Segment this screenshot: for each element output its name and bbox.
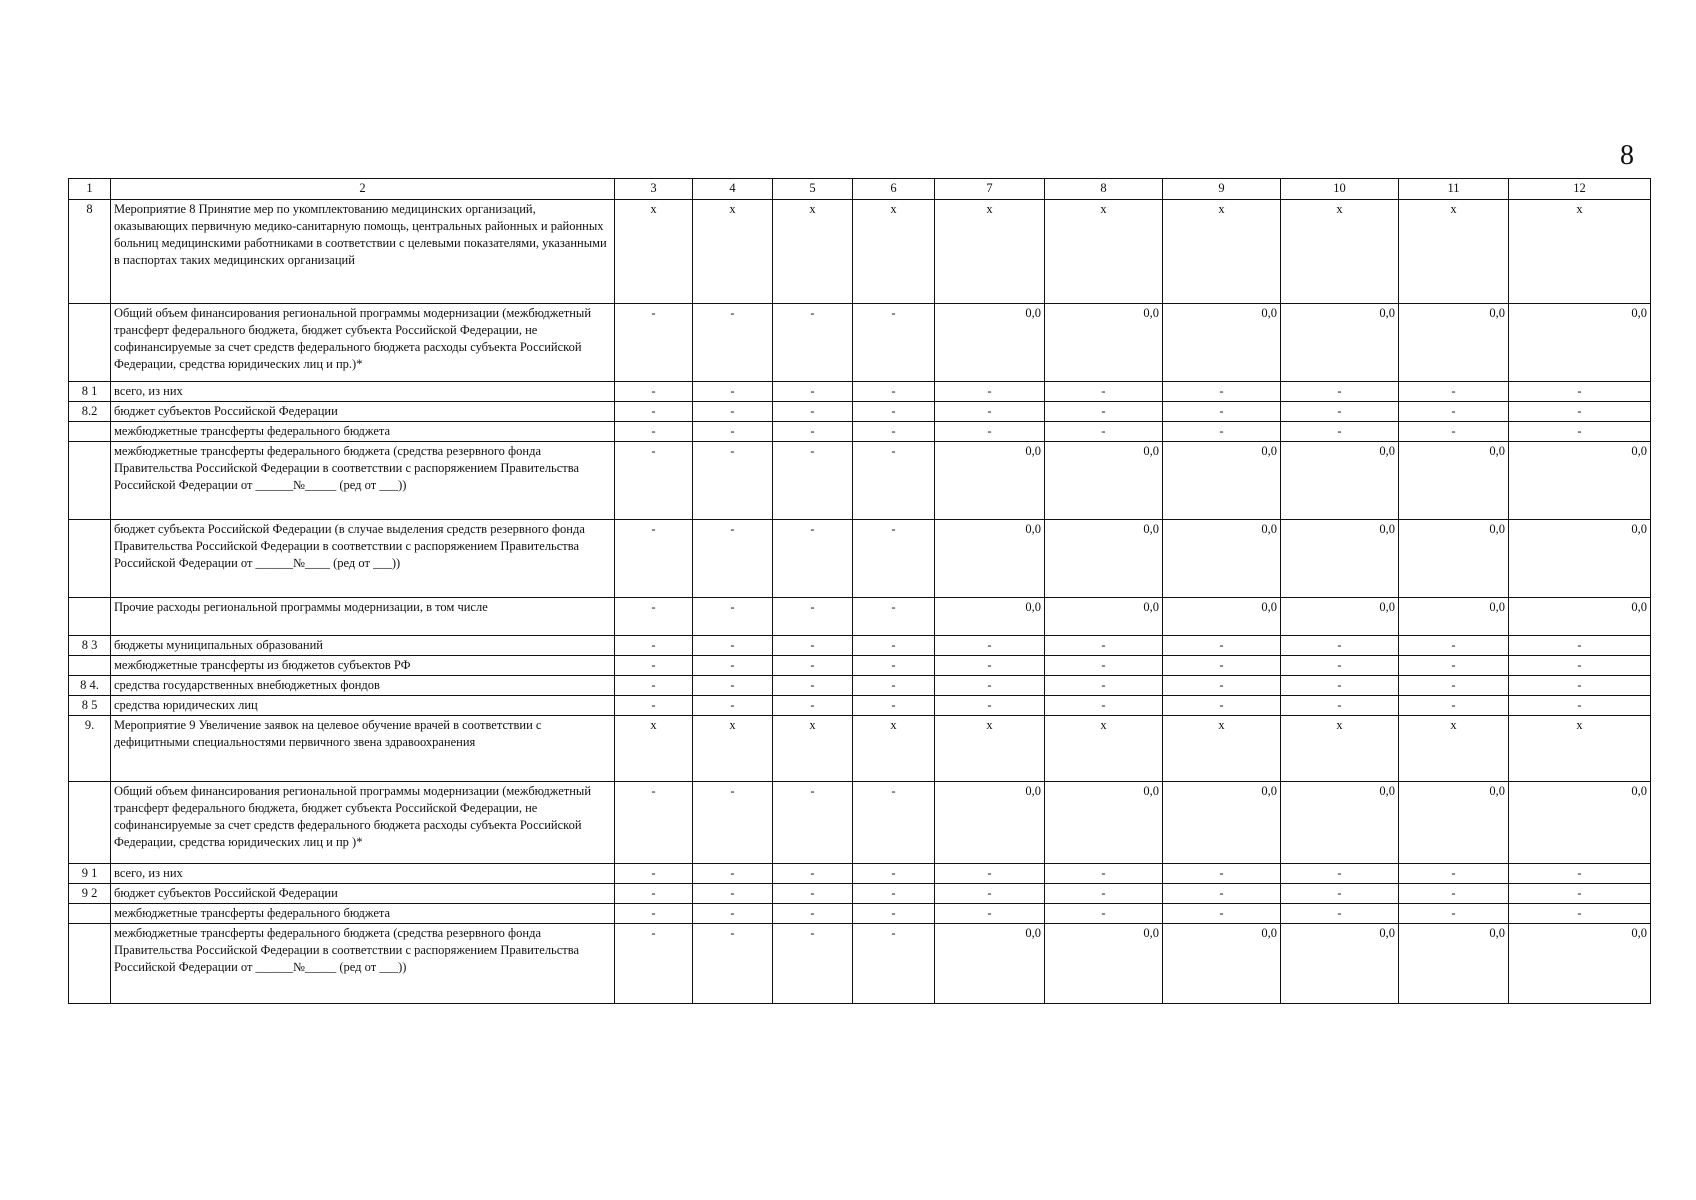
row-description-cell: межбюджетные трансферты федерального бюджета (средства резервного фонда Правительства Российской Федерации в соответствии с распоряжением Правительства Российской Федерации от ______№_____ (ред от ___)) [111, 924, 615, 1004]
value-cell: 0,0 [1045, 442, 1163, 520]
value-cell: 0,0 [1281, 304, 1399, 382]
table-row [69, 520, 1651, 598]
value-cell: - [1509, 696, 1651, 716]
value-cell: - [1163, 904, 1281, 924]
value-cell: - [1045, 884, 1163, 904]
value-cell: 0,0 [1045, 924, 1163, 1004]
table-row [69, 636, 1651, 656]
header-cell: 6 [853, 179, 935, 200]
value-cell: - [773, 598, 853, 636]
value-cell: - [1399, 656, 1509, 676]
row-description-cell: средства государственных внебюджетных фондов [111, 676, 615, 696]
row-description-cell: бюджет субъектов Российской Федерации [111, 884, 615, 904]
value-cell: - [935, 904, 1045, 924]
value-cell: - [1163, 676, 1281, 696]
value-cell: - [935, 656, 1045, 676]
value-cell: 0,0 [1163, 598, 1281, 636]
value-cell: х [1045, 716, 1163, 782]
page-number: 8 [1620, 140, 1634, 171]
value-cell: - [615, 304, 693, 382]
value-cell: - [773, 382, 853, 402]
value-cell: - [1399, 696, 1509, 716]
value-cell: - [693, 696, 773, 716]
table-row [69, 304, 1651, 382]
row-description-cell: межбюджетные трансферты федерального бюджета [111, 422, 615, 442]
value-cell: х [773, 200, 853, 304]
row-number-cell: 8 5 [69, 696, 111, 716]
value-cell: х [853, 200, 935, 304]
table-row [69, 696, 1651, 716]
value-cell: - [1399, 422, 1509, 442]
value-cell: 0,0 [935, 442, 1045, 520]
value-cell: 0,0 [1509, 442, 1651, 520]
value-cell: 0,0 [935, 598, 1045, 636]
value-cell: 0,0 [1509, 924, 1651, 1004]
value-cell: - [1509, 656, 1651, 676]
table-row [69, 884, 1651, 904]
header-cell: 12 [1509, 179, 1651, 200]
value-cell: - [1281, 656, 1399, 676]
value-cell: - [615, 696, 693, 716]
value-cell: 0,0 [1509, 520, 1651, 598]
row-description-cell: бюджет субъекта Российской Федерации (в случае выделения средств резервного фонда Правительства Российской Федерации в соответствии с распоряжением Правительства Российской Федерации от ______№____ (ред от ___)) [111, 520, 615, 598]
row-number-cell [69, 782, 111, 864]
value-cell: - [1281, 696, 1399, 716]
value-cell: - [1281, 676, 1399, 696]
header-cell: 11 [1399, 179, 1509, 200]
value-cell: 0,0 [1045, 782, 1163, 864]
table-row [69, 402, 1651, 422]
value-cell: - [853, 304, 935, 382]
value-cell: - [1281, 864, 1399, 884]
value-cell: - [773, 656, 853, 676]
value-cell: - [853, 904, 935, 924]
value-cell: х [615, 716, 693, 782]
row-number-cell: 9 2 [69, 884, 111, 904]
value-cell: - [1163, 422, 1281, 442]
value-cell: - [1509, 402, 1651, 422]
value-cell: - [615, 782, 693, 864]
value-cell: - [773, 696, 853, 716]
value-cell: 0,0 [1045, 304, 1163, 382]
value-cell: - [1045, 382, 1163, 402]
value-cell: - [1509, 904, 1651, 924]
table-row [69, 676, 1651, 696]
value-cell: 0,0 [1281, 782, 1399, 864]
value-cell: - [1509, 636, 1651, 656]
value-cell: - [853, 402, 935, 422]
value-cell: - [1399, 864, 1509, 884]
value-cell: - [615, 864, 693, 884]
value-cell: - [693, 520, 773, 598]
row-description-cell: межбюджетные трансферты федерального бюджета [111, 904, 615, 924]
table-row [69, 904, 1651, 924]
value-cell: - [773, 422, 853, 442]
value-cell: 0,0 [1281, 924, 1399, 1004]
value-cell: - [693, 636, 773, 656]
row-number-cell [69, 304, 111, 382]
value-cell: - [615, 442, 693, 520]
value-cell: - [615, 904, 693, 924]
row-description-cell: всего, из них [111, 864, 615, 884]
value-cell: - [615, 598, 693, 636]
value-cell: - [693, 782, 773, 864]
row-number-cell: 8.2 [69, 402, 111, 422]
value-cell: - [1281, 884, 1399, 904]
table-row [69, 422, 1651, 442]
value-cell: - [1399, 402, 1509, 422]
value-cell: - [1399, 382, 1509, 402]
value-cell: 0,0 [1399, 304, 1509, 382]
value-cell: х [773, 716, 853, 782]
value-cell: - [1163, 382, 1281, 402]
row-description-cell: всего, из них [111, 382, 615, 402]
value-cell: - [853, 782, 935, 864]
value-cell: - [1045, 402, 1163, 422]
value-cell: - [615, 676, 693, 696]
value-cell: 0,0 [935, 782, 1045, 864]
value-cell: 0,0 [1399, 782, 1509, 864]
value-cell: - [1281, 904, 1399, 924]
table-row [69, 382, 1651, 402]
value-cell: - [1281, 422, 1399, 442]
value-cell: 0,0 [1163, 442, 1281, 520]
value-cell: - [935, 884, 1045, 904]
header-cell: 3 [615, 179, 693, 200]
value-cell: - [773, 676, 853, 696]
value-cell: - [1163, 884, 1281, 904]
value-cell: х [1281, 716, 1399, 782]
value-cell: - [773, 884, 853, 904]
value-cell: - [1281, 402, 1399, 422]
value-cell: - [693, 402, 773, 422]
value-cell: - [1045, 422, 1163, 442]
row-description-cell: Общий объем финансирования региональной программы модернизации (межбюджетный трансферт федерального бюджета, бюджет субъекта Российской Федерации, не софинансируемые за счет средств федерального бюджета расходы субъекта Российской Федерации, средства юридических лиц и пр )* [111, 782, 615, 864]
row-number-cell [69, 598, 111, 636]
value-cell: - [1163, 636, 1281, 656]
value-cell: - [853, 382, 935, 402]
value-cell: - [1399, 884, 1509, 904]
value-cell: - [853, 864, 935, 884]
row-description-cell: Прочие расходы региональной программы модернизации, в том числе [111, 598, 615, 636]
table-row [69, 200, 1651, 304]
value-cell: 0,0 [1163, 520, 1281, 598]
value-cell: - [773, 402, 853, 422]
value-cell: х [1163, 716, 1281, 782]
value-cell: - [1163, 696, 1281, 716]
value-cell: - [1045, 864, 1163, 884]
row-number-cell [69, 520, 111, 598]
table-row [69, 656, 1651, 676]
value-cell: - [1163, 864, 1281, 884]
value-cell: - [935, 864, 1045, 884]
value-cell: х [1399, 716, 1509, 782]
value-cell: - [693, 598, 773, 636]
row-number-cell [69, 422, 111, 442]
value-cell: - [615, 382, 693, 402]
value-cell: 0,0 [1399, 442, 1509, 520]
value-cell: - [615, 402, 693, 422]
value-cell: 0,0 [1399, 598, 1509, 636]
value-cell: - [693, 442, 773, 520]
value-cell: - [853, 636, 935, 656]
value-cell: х [935, 716, 1045, 782]
row-number-cell: 9. [69, 716, 111, 782]
header-cell: 8 [1045, 179, 1163, 200]
value-cell: - [693, 656, 773, 676]
header-cell: 1 [69, 179, 111, 200]
value-cell: - [1509, 382, 1651, 402]
value-cell: - [1045, 676, 1163, 696]
header-cell: 7 [935, 179, 1045, 200]
value-cell: - [615, 520, 693, 598]
value-cell: - [773, 864, 853, 884]
value-cell: - [935, 402, 1045, 422]
value-cell: 0,0 [1281, 598, 1399, 636]
value-cell: 0,0 [1509, 304, 1651, 382]
value-cell: - [773, 924, 853, 1004]
value-cell: - [615, 422, 693, 442]
header-cell: 2 [111, 179, 615, 200]
table-row [69, 782, 1651, 864]
value-cell: 0,0 [1399, 924, 1509, 1004]
value-cell: - [1509, 884, 1651, 904]
table-row [69, 716, 1651, 782]
table-row [69, 442, 1651, 520]
value-cell: - [615, 636, 693, 656]
value-cell: 0,0 [1509, 782, 1651, 864]
value-cell: - [773, 304, 853, 382]
value-cell: - [853, 656, 935, 676]
value-cell: - [853, 442, 935, 520]
row-number-cell [69, 904, 111, 924]
value-cell: х [693, 200, 773, 304]
row-number-cell [69, 924, 111, 1004]
value-cell: - [1163, 656, 1281, 676]
header-cell: 10 [1281, 179, 1399, 200]
value-cell: - [693, 304, 773, 382]
value-cell: 0,0 [1281, 442, 1399, 520]
row-description-cell: межбюджетные трансферты федерального бюджета (средства резервного фонда Правительства Российской Федерации в соответствии с распоряжением Правительства Российской Федерации от ______№_____ (ред от ___)) [111, 442, 615, 520]
value-cell: х [1509, 716, 1651, 782]
value-cell: - [693, 422, 773, 442]
value-cell: - [615, 656, 693, 676]
row-number-cell [69, 442, 111, 520]
value-cell: - [693, 884, 773, 904]
value-cell: - [615, 924, 693, 1004]
header-row [69, 179, 1651, 200]
value-cell: - [1045, 696, 1163, 716]
value-cell: - [853, 422, 935, 442]
value-cell: - [1509, 422, 1651, 442]
value-cell: 0,0 [1399, 520, 1509, 598]
header-cell: 9 [1163, 179, 1281, 200]
value-cell: - [693, 904, 773, 924]
value-cell: х [1281, 200, 1399, 304]
row-description-cell: Мероприятие 8 Принятие мер по укомплектованию медицинских организаций, оказывающих первичную медико-санитарную помощь, центральных районных и районных больниц медицинскими работниками в соответствии с целевыми показателями, указанными в паспортах таких медицинских организаций [111, 200, 615, 304]
value-cell: 0,0 [935, 924, 1045, 1004]
header-cell: 5 [773, 179, 853, 200]
budget-table [68, 178, 1651, 1004]
value-cell: - [853, 924, 935, 1004]
row-description-cell: межбюджетные трансферты из бюджетов субъектов РФ [111, 656, 615, 676]
value-cell: - [773, 520, 853, 598]
value-cell: х [1045, 200, 1163, 304]
value-cell: - [1045, 636, 1163, 656]
value-cell: - [773, 904, 853, 924]
value-cell: - [693, 924, 773, 1004]
value-cell: - [773, 442, 853, 520]
value-cell: 0,0 [1163, 782, 1281, 864]
value-cell: - [1399, 904, 1509, 924]
value-cell: - [1399, 676, 1509, 696]
value-cell: х [615, 200, 693, 304]
value-cell: 0,0 [1163, 924, 1281, 1004]
row-number-cell: 8 3 [69, 636, 111, 656]
value-cell: - [1509, 864, 1651, 884]
value-cell: 0,0 [935, 520, 1045, 598]
value-cell: 0,0 [1509, 598, 1651, 636]
row-description-cell: Мероприятие 9 Увеличение заявок на целевое обучение врачей в соответствии с дефицитными специальностями первичного звена здравоохранения [111, 716, 615, 782]
table-row [69, 864, 1651, 884]
value-cell: - [1509, 676, 1651, 696]
value-cell: - [693, 864, 773, 884]
value-cell: - [773, 636, 853, 656]
table-row [69, 598, 1651, 636]
value-cell: - [1045, 904, 1163, 924]
row-number-cell: 9 1 [69, 864, 111, 884]
value-cell: х [1509, 200, 1651, 304]
value-cell: - [615, 884, 693, 904]
row-description-cell: средства юридических лиц [111, 696, 615, 716]
value-cell: - [853, 598, 935, 636]
value-cell: - [853, 676, 935, 696]
value-cell: х [1399, 200, 1509, 304]
row-description-cell: бюджет субъектов Российской Федерации [111, 402, 615, 422]
value-cell: - [853, 884, 935, 904]
row-description-cell: Общий объем финансирования региональной программы модернизации (межбюджетный трансферт федерального бюджета, бюджет субъекта Российской Федерации, не софинансируемые за счет средств федерального бюджета расходы субъекта Российской Федерации, средства юридических лиц и пр.)* [111, 304, 615, 382]
value-cell: - [693, 676, 773, 696]
row-number-cell: 8 [69, 200, 111, 304]
value-cell: х [1163, 200, 1281, 304]
table-row [69, 924, 1651, 1004]
value-cell: - [693, 382, 773, 402]
value-cell: - [1163, 402, 1281, 422]
value-cell: 0,0 [1045, 520, 1163, 598]
value-cell: - [1281, 636, 1399, 656]
row-number-cell [69, 656, 111, 676]
value-cell: - [773, 782, 853, 864]
value-cell: - [935, 382, 1045, 402]
value-cell: х [693, 716, 773, 782]
row-number-cell: 8 1 [69, 382, 111, 402]
value-cell: 0,0 [1163, 304, 1281, 382]
row-description-cell: бюджеты муниципальных образований [111, 636, 615, 656]
value-cell: - [1045, 656, 1163, 676]
value-cell: - [935, 676, 1045, 696]
value-cell: - [1399, 636, 1509, 656]
value-cell: х [935, 200, 1045, 304]
value-cell: - [1281, 382, 1399, 402]
value-cell: - [853, 520, 935, 598]
row-number-cell: 8 4. [69, 676, 111, 696]
value-cell: - [935, 422, 1045, 442]
value-cell: 0,0 [935, 304, 1045, 382]
value-cell: 0,0 [1045, 598, 1163, 636]
value-cell: - [935, 636, 1045, 656]
value-cell: х [853, 716, 935, 782]
value-cell: - [935, 696, 1045, 716]
header-cell: 4 [693, 179, 773, 200]
value-cell: - [853, 696, 935, 716]
value-cell: 0,0 [1281, 520, 1399, 598]
